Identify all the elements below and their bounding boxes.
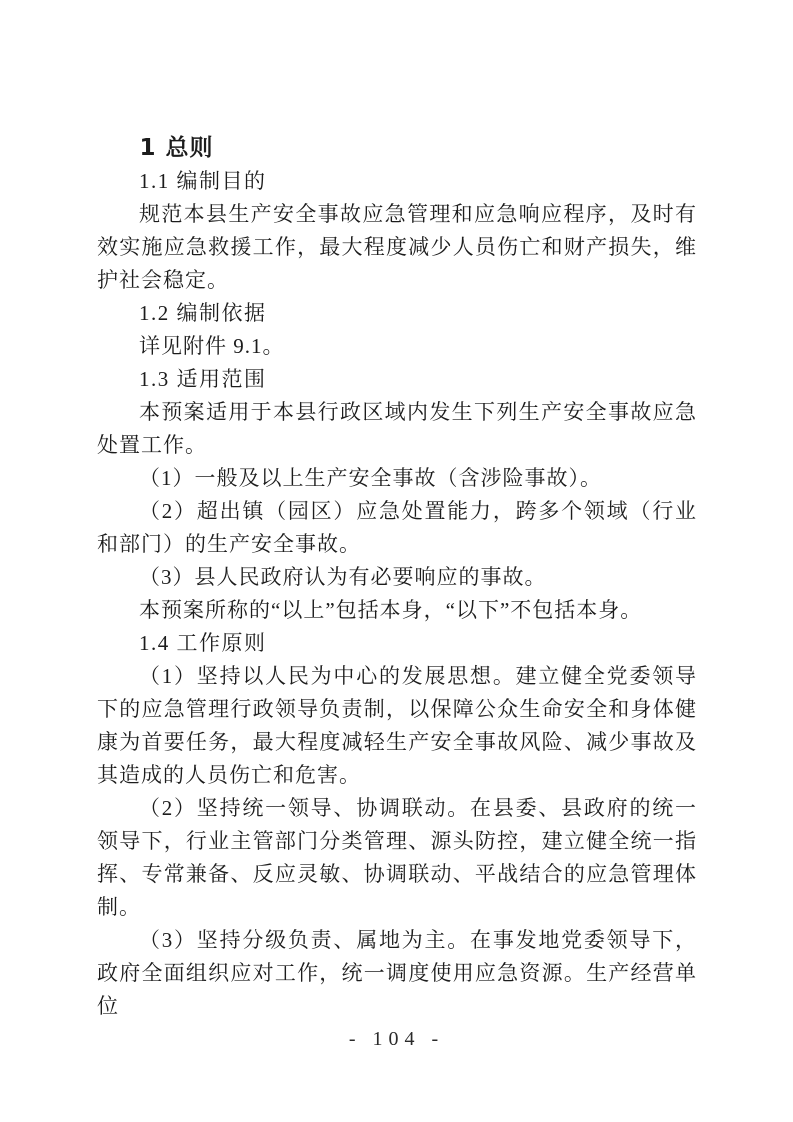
paragraph: （2）坚持统一领导、协调联动。在县委、县政府的统一领导下，行业主管部门分类管理、源头防控，建立健全统一指挥、专常兼备、反应灵敏、协调联动、平战结合的应急管理体制。 xyxy=(97,796,697,919)
paragraph: （3）坚持分级负责、属地为主。在事发地党委领导下，政府全面组织应对工作，统一调度使用应急资源。生产经营单位 xyxy=(97,928,697,1018)
paragraph: （1）一般及以上生产安全事故（含涉险事故）。 xyxy=(139,466,602,490)
section-heading: 1.3 适用范围 xyxy=(139,367,267,391)
page-number: - 104 - xyxy=(348,1028,445,1050)
paragraph: （3）县人民政府认为有必要响应的事故。 xyxy=(139,565,547,589)
section-heading: 1.2 编制依据 xyxy=(139,301,267,325)
paragraph: 本预案适用于本县行政区域内发生下列生产安全事故应急处置工作。 xyxy=(97,400,697,457)
paragraph: 本预案所称的“以上”包括本身，“以下”不包括本身。 xyxy=(139,598,643,622)
paragraph: （2）超出镇（园区）应急处置能力，跨多个领域（行业和部门）的生产安全事故。 xyxy=(97,499,697,556)
paragraph: （1）坚持以人民为中心的发展思想。建立健全党委领导下的应急管理行政领导负责制，以保障公众生命安全和身体健康为首要任务，最大程度减轻生产安全事故风险、减少事故及其造成的人员伤亡和危害。 xyxy=(97,664,697,787)
section-heading: 1.4 工作原则 xyxy=(139,631,267,655)
paragraph: 详见附件 9.1。 xyxy=(139,334,285,358)
section-heading: 1.1 编制目的 xyxy=(139,169,267,193)
paragraph: 规范本县生产安全事故应急管理和应急响应程序，及时有效实施应急救援工作，最大程度减少人员伤亡和财产损失，维护社会稳定。 xyxy=(97,202,697,292)
document-body xyxy=(97,132,697,1023)
chapter-heading: 1 总则 xyxy=(139,135,214,161)
